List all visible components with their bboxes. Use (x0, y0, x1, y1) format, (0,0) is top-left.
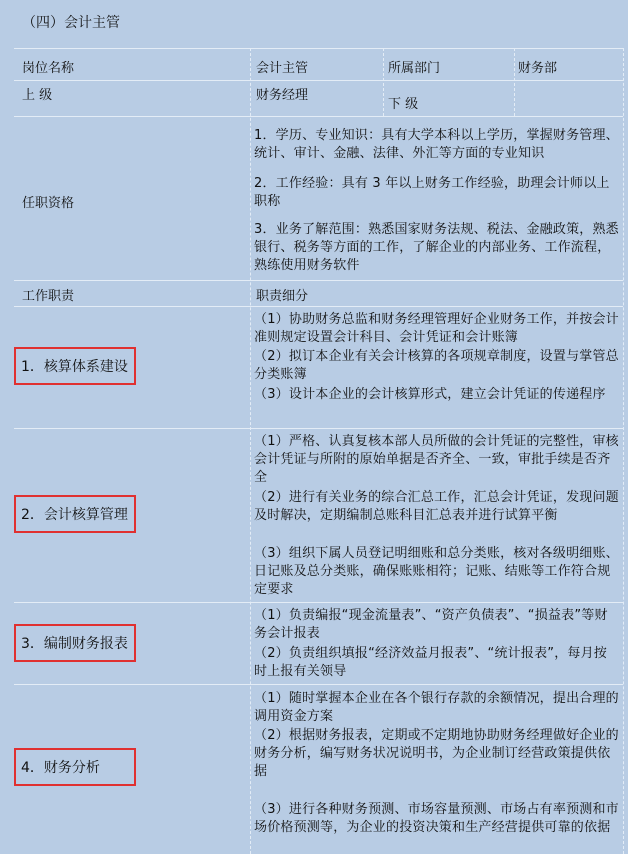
grid-divider (14, 48, 623, 49)
grid-divider (14, 306, 623, 307)
duty-detail: （1）随时掌握本企业在各个银行存款的余额情况，提出合理的调用资金方案 (254, 691, 619, 724)
duty-name-box: 1．核算体系建设 (14, 347, 136, 385)
subordinate-label: 下 级 (388, 97, 419, 112)
grid-divider (14, 80, 623, 81)
grid-divider (14, 602, 623, 603)
position-label: 岗位名称 (22, 61, 75, 76)
duty-detail: （1）协助财务总监和财务经理管理好企业财务工作，并按会计准则规定设置会计科目、会计凭证和会计账簿 (254, 312, 619, 345)
grid-divider (514, 48, 515, 116)
dept-value: 财务部 (518, 61, 558, 76)
duties-header-left: 工作职责 (22, 289, 75, 304)
duty-detail: （1）严格、认真复核本部人员所做的会计凭证的完整性，审核会计凭证与所附的原始单据是否齐全、一致，审批手续是否齐全 (254, 434, 619, 485)
duty-detail: （2）根据财务报表，定期或不定期地协助财务经理做好企业的财务分析，编写财务状况说明书，为企业制订经营政策提供依据 (254, 728, 619, 779)
grid-divider (14, 684, 623, 685)
grid-divider (14, 428, 623, 429)
qualification-item: 3．业务了解范围：熟悉国家财务法规、税法、金融政策，熟悉银行、税务等方面的工作，了解企业的内部业务、工作流程，熟练使用财务软件 (254, 222, 619, 273)
qualifications-label: 任职资格 (22, 196, 75, 211)
grid-divider (14, 116, 623, 117)
superior-value: 财务经理 (256, 88, 309, 103)
duty-name-box: 2．会计核算管理 (14, 495, 136, 533)
duty-detail: （3）设计本企业的会计核算形式，建立会计凭证的传递程序 (254, 387, 606, 402)
duty-detail: （3）组织下属人员登记明细账和总分类账，核对各级明细账、日记账及总分类账，确保账账相符；记账、结账等工作符合规定要求 (254, 546, 619, 597)
duty-detail: （2）负责组织填报“经济效益月报表”、“统计报表”，每月按时上报有关领导 (254, 646, 608, 679)
duty-name-box: 4．财务分析 (14, 748, 136, 786)
qualification-item: 1．学历、专业知识：具有大学本科以上学历，掌握财务管理、统计、审计、金融、法律、外汇等方面的专业知识 (254, 128, 619, 161)
duties-header-right: 职责细分 (256, 289, 309, 304)
position-value: 会计主管 (256, 61, 309, 76)
duty-detail: （2）进行有关业务的综合汇总工作，汇总会计凭证，发现问题及时解决，定期编制总账科目汇总表并进行试算平衡 (254, 490, 619, 523)
grid-divider (623, 48, 624, 854)
dept-label: 所属部门 (388, 61, 441, 76)
section-title: （四）会计主管 (22, 15, 120, 31)
duty-name-box: 3．编制财务报表 (14, 624, 136, 662)
grid-divider (250, 48, 251, 854)
duty-detail: （2）拟订本企业有关会计核算的各项规章制度，设置与掌管总分类账簿 (254, 349, 619, 382)
grid-divider (14, 280, 623, 281)
superior-label: 上 级 (22, 88, 53, 103)
duty-detail: （1）负责编报“现金流量表”、“资产负债表”、“损益表”等财务会计报表 (254, 608, 608, 641)
grid-divider (383, 48, 384, 116)
duty-detail: （3）进行各种财务预测、市场容量预测、市场占有率预测和市场价格预测等，为企业的投资决策和生产经营提供可靠的依据 (254, 802, 619, 835)
qualification-item: 2．工作经验：具有 3 年以上财务工作经验，助理会计师以上职称 (254, 176, 610, 209)
